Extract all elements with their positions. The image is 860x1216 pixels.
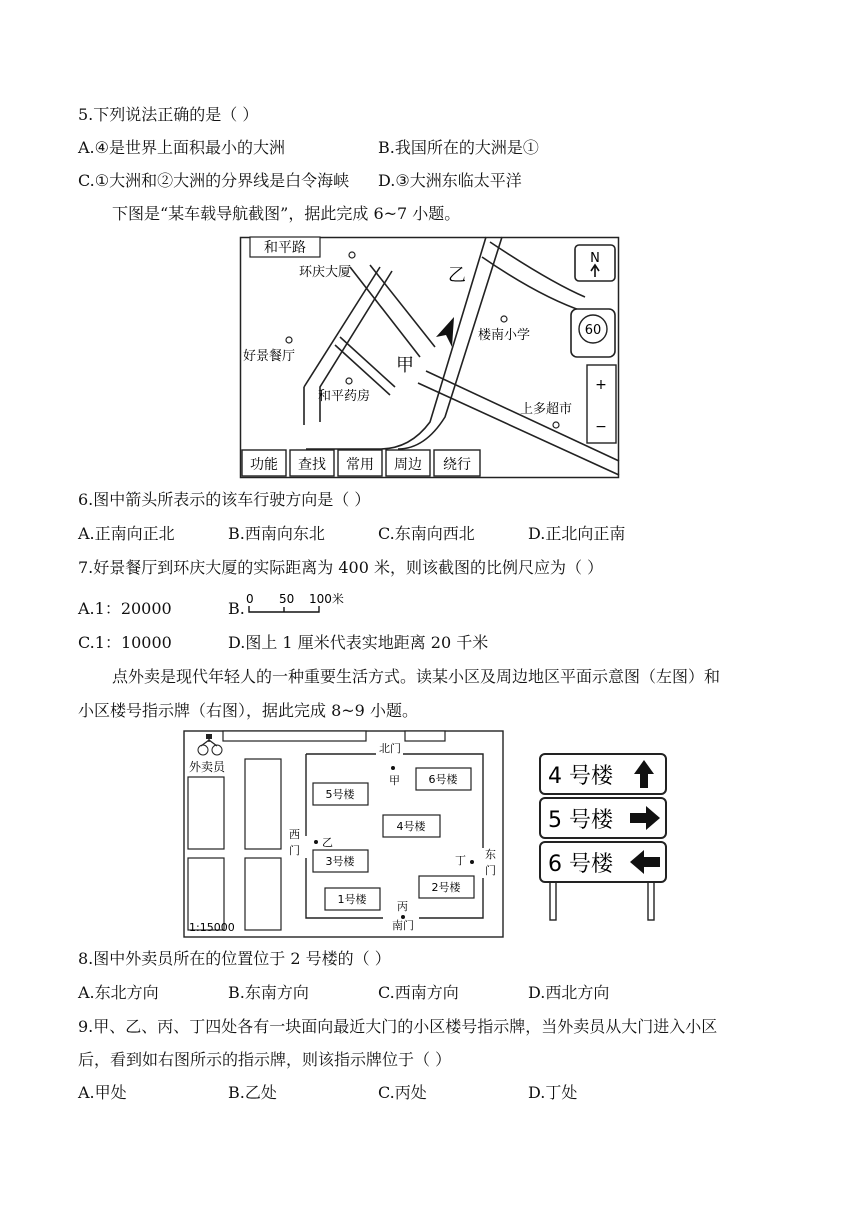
q7-option-c: C.1：10000 [78, 633, 172, 652]
menu-function[interactable]: 功能 [250, 457, 278, 473]
menu-common[interactable]: 常用 [346, 457, 374, 473]
q8-option-b: B.东南方向 [228, 983, 309, 1002]
q7-option-b: B. [228, 599, 245, 618]
q6-option-b: B.西南向东北 [228, 524, 325, 543]
building-6: 6号楼 [428, 773, 458, 786]
place-marker [501, 316, 507, 322]
zoom-in-button[interactable]: + [595, 377, 607, 393]
q7-stem: 7.好景餐厅到环庆大厦的实际距离为 400 米，则该截图的比例尺应为（ ） [78, 558, 604, 577]
q9-option-b: B.乙处 [228, 1083, 277, 1102]
place-marker [286, 337, 292, 343]
building-1: 1号楼 [337, 893, 367, 906]
west-gate-label-2: 门 [289, 844, 300, 857]
menu-search[interactable]: 查找 [298, 457, 326, 473]
q6-option-d: D.正北向正南 [528, 524, 626, 543]
scale-tick-100: 100米 [309, 592, 344, 606]
intro-6-7: 下图是“某车载导航截图”，据此完成 6~7 小题。 [112, 204, 461, 223]
q7-option-a: A.1：20000 [78, 599, 172, 618]
q8-option-c: C.西南方向 [378, 983, 459, 1002]
intro-8-9-line1: 点外卖是现代年轻人的一种重要生活方式。读某小区及周边地区平面示意图（左图）和 [112, 667, 721, 686]
q5-option-c: C.①大洲和②大洲的分界线是白令海峡 [78, 171, 350, 190]
q9-option-c: C.丙处 [378, 1083, 427, 1102]
place-marker [553, 422, 559, 428]
speed-limit-value: 60 [584, 323, 602, 338]
place-marker [349, 252, 355, 258]
east-gate-label-2: 门 [485, 864, 496, 877]
sign-row-4: 4 号楼 [548, 764, 613, 789]
q9-option-a: A.甲处 [78, 1083, 127, 1102]
east-gate-label-1: 东 [485, 848, 496, 861]
building-4: 4号楼 [396, 820, 426, 833]
point-ding: 丁 [455, 854, 466, 867]
q6-option-c: C.东南向西北 [378, 524, 475, 543]
building-2: 2号楼 [431, 881, 461, 894]
place-haojing: 好景餐厅 [243, 349, 296, 364]
scale-tick-50: 50 [279, 592, 295, 606]
q9-stem-line2: 后，看到如右图所示的指示牌，则该指示牌位于（ ） [78, 1050, 452, 1069]
building-5: 5号楼 [325, 788, 355, 801]
point-jia: 甲 [389, 774, 400, 787]
point-yi: 乙 [322, 836, 333, 849]
building-signboard [536, 750, 670, 922]
sign-row-5: 5 号楼 [548, 808, 613, 833]
q7-option-d: D.图上 1 厘米代表实地距离 20 千米 [228, 633, 489, 652]
building-3: 3号楼 [325, 855, 355, 868]
q9-stem-line1: 9.甲、乙、丙、丁四处各有一块面向最近大门的小区楼号指示牌，当外卖员从大门进入小区 [78, 1017, 718, 1036]
place-heping-pharmacy: 和平药房 [318, 389, 371, 404]
point-bing: 丙 [397, 900, 408, 913]
place-huanqing: 环庆大厦 [299, 265, 352, 280]
west-gate-label-1: 西 [289, 828, 300, 841]
menu-detour[interactable]: 绕行 [443, 457, 471, 473]
q8-option-d: D.西北方向 [528, 983, 610, 1002]
delivery-label: 外卖员 [189, 760, 226, 774]
point-yi: 乙 [448, 265, 466, 286]
scale-bar [246, 592, 344, 616]
compass-label: N [590, 251, 600, 266]
q5-option-d: D.③大洲东临太平洋 [378, 171, 522, 190]
zoom-out-button[interactable]: − [595, 419, 607, 435]
q5-option-b: B.我国所在的大洲是① [378, 138, 539, 157]
q9-option-d: D.丁处 [528, 1083, 578, 1102]
nav-map [240, 237, 619, 478]
q5-option-a: A.④是世界上面积最小的大洲 [78, 138, 285, 157]
intro-8-9-line2: 小区楼号指示牌（右图），据此完成 8~9 小题。 [78, 701, 418, 720]
community-map [183, 730, 504, 938]
map-scale: 1:15000 [189, 921, 235, 934]
north-gate-label: 北门 [379, 742, 401, 755]
q8-option-a: A.东北方向 [78, 983, 159, 1002]
q5-stem: 5.下列说法正确的是（ ） [78, 105, 259, 124]
menu-nearby[interactable]: 周边 [394, 457, 422, 473]
place-marker [346, 378, 352, 384]
sign-row-6: 6 号楼 [548, 852, 613, 877]
place-shangduo-market: 上多超市 [520, 402, 573, 417]
road-label: 和平路 [264, 240, 306, 256]
q6-stem: 6.图中箭头所表示的该车行驶方向是（ ） [78, 490, 371, 509]
q8-stem: 8.图中外卖员所在的位置位于 2 号楼的（ ） [78, 949, 391, 968]
south-gate-label: 南门 [392, 919, 414, 932]
q6-option-a: A.正南向正北 [78, 524, 175, 543]
point-jia: 甲 [396, 355, 414, 376]
scale-tick-0: 0 [246, 592, 254, 606]
place-lounan-school: 楼南小学 [478, 328, 531, 343]
